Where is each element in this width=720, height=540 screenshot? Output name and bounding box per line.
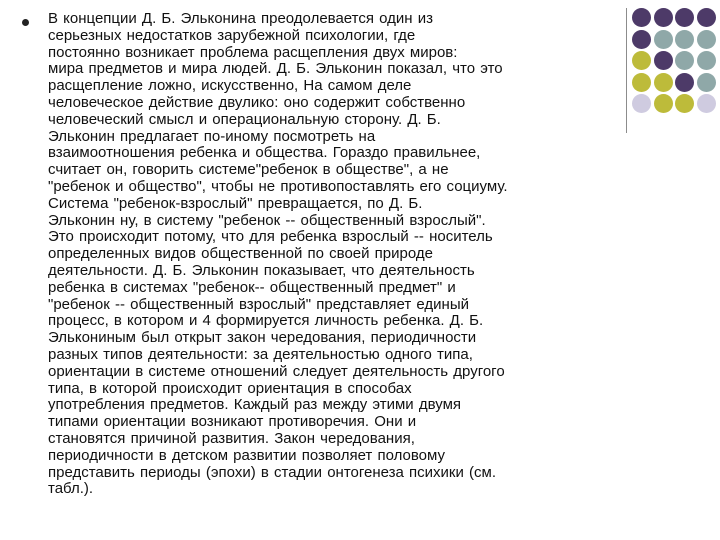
divider-line bbox=[626, 8, 627, 133]
decor-dot-teal bbox=[697, 73, 716, 92]
text-line: становятся причиной развития. Закон чередования, bbox=[48, 429, 415, 447]
decor-dot-purple bbox=[632, 8, 651, 27]
text-line: деятельности. Д. Б. Эльконин показывает, что деятельность bbox=[48, 261, 475, 279]
text-line: процесс, в котором и 4 формируется личность ребенка. Д. Б. bbox=[48, 312, 484, 330]
text-line: человеческое действие двулико: оно содержит собственно bbox=[48, 93, 466, 111]
decor-dot-teal bbox=[697, 30, 716, 49]
decor-dot-lavender bbox=[632, 94, 651, 113]
text-line: употребления предметов. Каждый раз между этими двумя bbox=[48, 396, 462, 414]
text-line: мира предметов и мира людей. Д. Б. Эльконин показал, что это bbox=[48, 60, 503, 78]
decor-dot-olive bbox=[632, 73, 651, 92]
text-line: ребенка в системах "ребенок-- общественный предмет" и bbox=[48, 278, 456, 296]
text-line: "ребенок -- общественный взрослый" представляет единый bbox=[48, 295, 469, 313]
decor-dot-olive bbox=[675, 94, 694, 113]
decor-dot-teal bbox=[697, 51, 716, 70]
text-line: расщепление ложно, искусственно, На самом деле bbox=[48, 77, 412, 95]
decor-dot-purple bbox=[675, 73, 694, 92]
text-line: Эльконин ну, в систему "ребенок -- общественный взрослый". bbox=[48, 211, 486, 229]
decorative-dot-grid bbox=[632, 8, 716, 120]
decor-dot-teal bbox=[654, 30, 673, 49]
text-line: В концепции Д. Б. Эльконина преодолевается один из bbox=[48, 10, 433, 27]
text-line: представить периоды (эпохи) в стадии онтогенеза психики (см. bbox=[48, 463, 497, 481]
body-paragraph bbox=[48, 11, 623, 498]
text-line: типами ориентации возникают противоречия. Они и bbox=[48, 413, 417, 431]
text-line: Это происходит потому, что для ребенка взрослый -- носитель bbox=[48, 228, 493, 246]
decor-dot-teal bbox=[675, 30, 694, 49]
text-line: разных типов деятельности: за деятельностью одного типа, bbox=[48, 345, 473, 363]
decor-dot-purple bbox=[654, 51, 673, 70]
text-line: человеческий смысл и операциональную сторону. Д. Б. bbox=[48, 110, 441, 128]
decor-dot-purple bbox=[675, 8, 694, 27]
text-line: типа, в которой происходит ориентация в способах bbox=[48, 379, 412, 397]
text-line: серьезных недостатков зарубежной психологии, где bbox=[48, 26, 416, 44]
text-line: определенных видов общественной по своей природе bbox=[48, 245, 433, 263]
decor-dot-olive bbox=[654, 94, 673, 113]
text-line: "ребенок и общество", чтобы не противопоставлять его социуму. bbox=[48, 177, 508, 195]
decor-dot-olive bbox=[632, 51, 651, 70]
text-line: взаимоотношения ребенка и общества. Гораздо правильнее, bbox=[48, 144, 481, 162]
text-line: Эльконин предлагает по-иному посмотреть на bbox=[48, 127, 376, 145]
decor-dot-lavender bbox=[697, 94, 716, 113]
decor-dot-purple bbox=[654, 8, 673, 27]
decor-dot-teal bbox=[675, 51, 694, 70]
text-line: табл.). bbox=[48, 480, 94, 498]
decor-dot-purple bbox=[697, 8, 716, 27]
text-line: ориентации в системе отношений следует деятельность другого bbox=[48, 362, 505, 380]
text-line: Элькониным был открыт закон чередования, периодичности bbox=[48, 329, 477, 347]
decor-dot-purple bbox=[632, 30, 651, 49]
text-line: постоянно возникает проблема расщепления двух миров: bbox=[48, 43, 458, 61]
text-line: Система "ребенок-взрослый" превращается, по Д. Б. bbox=[48, 194, 423, 212]
text-line: считает он, говорить системе"ребенок в обществе", а не bbox=[48, 161, 449, 179]
decor-dot-olive bbox=[654, 73, 673, 92]
text-line: периодичности в детском развитии позволяет половому bbox=[48, 446, 445, 464]
bullet-dot-icon bbox=[22, 19, 29, 26]
